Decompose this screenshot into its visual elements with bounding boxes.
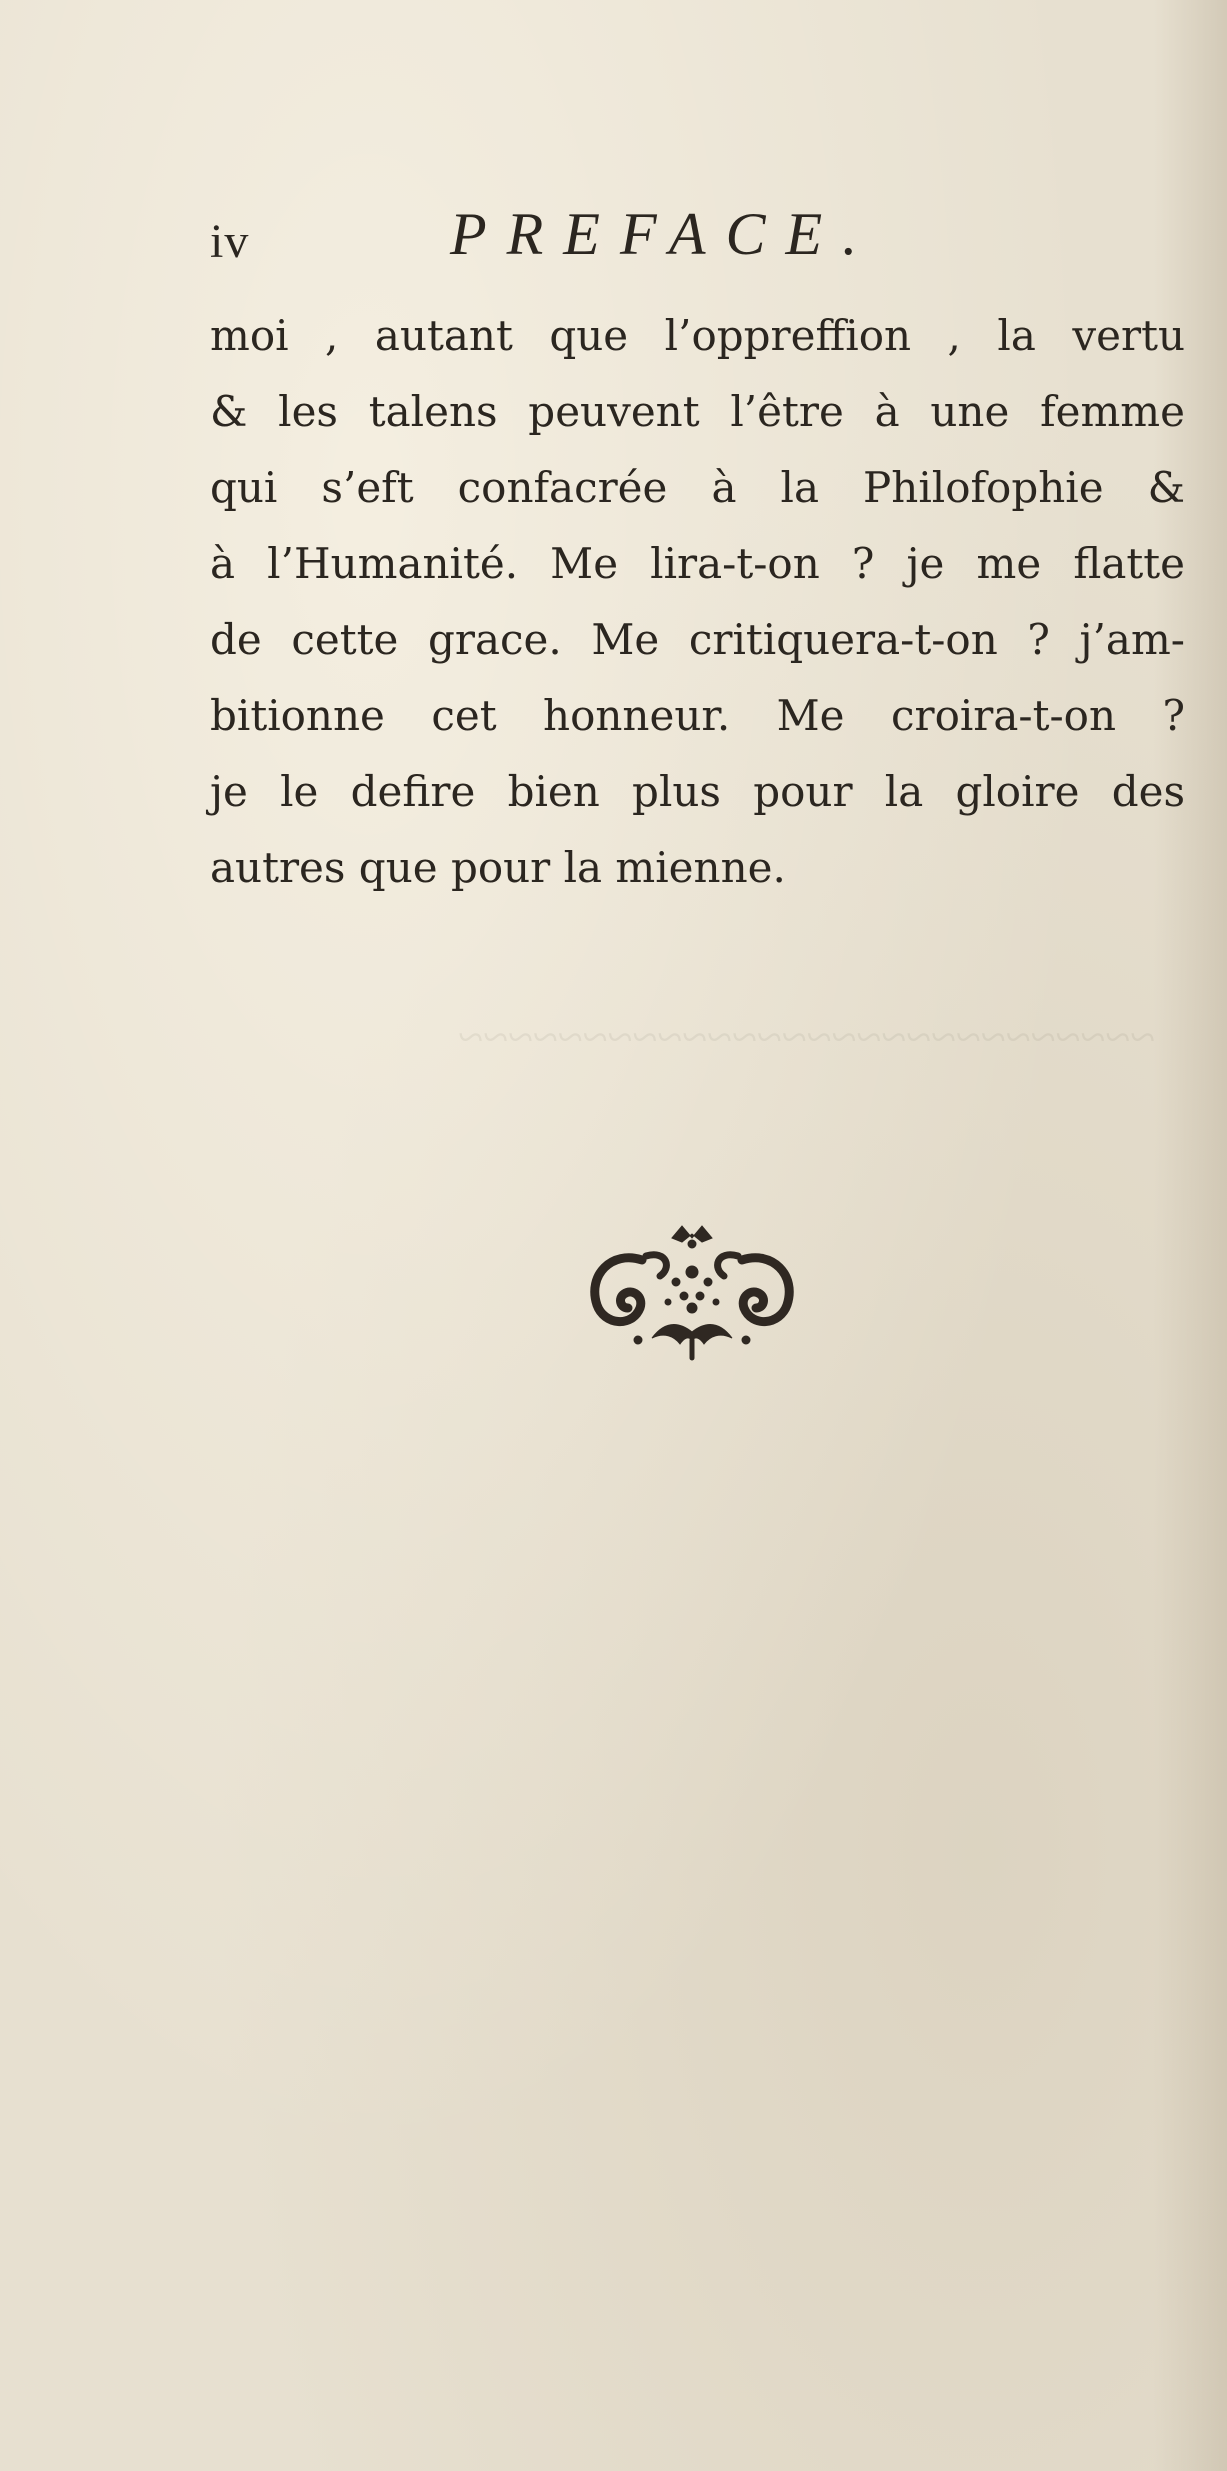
preface-paragraph [210, 298, 1185, 906]
page-header [210, 200, 1010, 270]
text-line: à l’Humanité. Me lira-t-on ? je me flatte [210, 539, 1185, 588]
text-line: autres que pour la mienne. [210, 843, 786, 892]
fleuron-ornament-icon [572, 1220, 812, 1370]
text-line: bitionne cet honneur. Me croira-t-on ? [210, 691, 1185, 740]
text-line: je le defire bien plus pour la gloire des [210, 767, 1185, 816]
text-line: moi , autant que l’oppreffion , la vertu [210, 311, 1185, 360]
page-number: iv [210, 215, 250, 268]
text-line: & les talens peuvent l’être à une femme [210, 387, 1185, 436]
text-line: de cette grace. Me critiquera-t-on ? j’am- [210, 615, 1185, 664]
running-title: PREFACE. [450, 201, 878, 267]
text-line: qui s’eft confacrée à la Philofophie & [210, 463, 1185, 512]
show-through-texture: ~~~~~~~~~~~~~~~~~~~~~~~~~~~~ [458, 1011, 1155, 1062]
